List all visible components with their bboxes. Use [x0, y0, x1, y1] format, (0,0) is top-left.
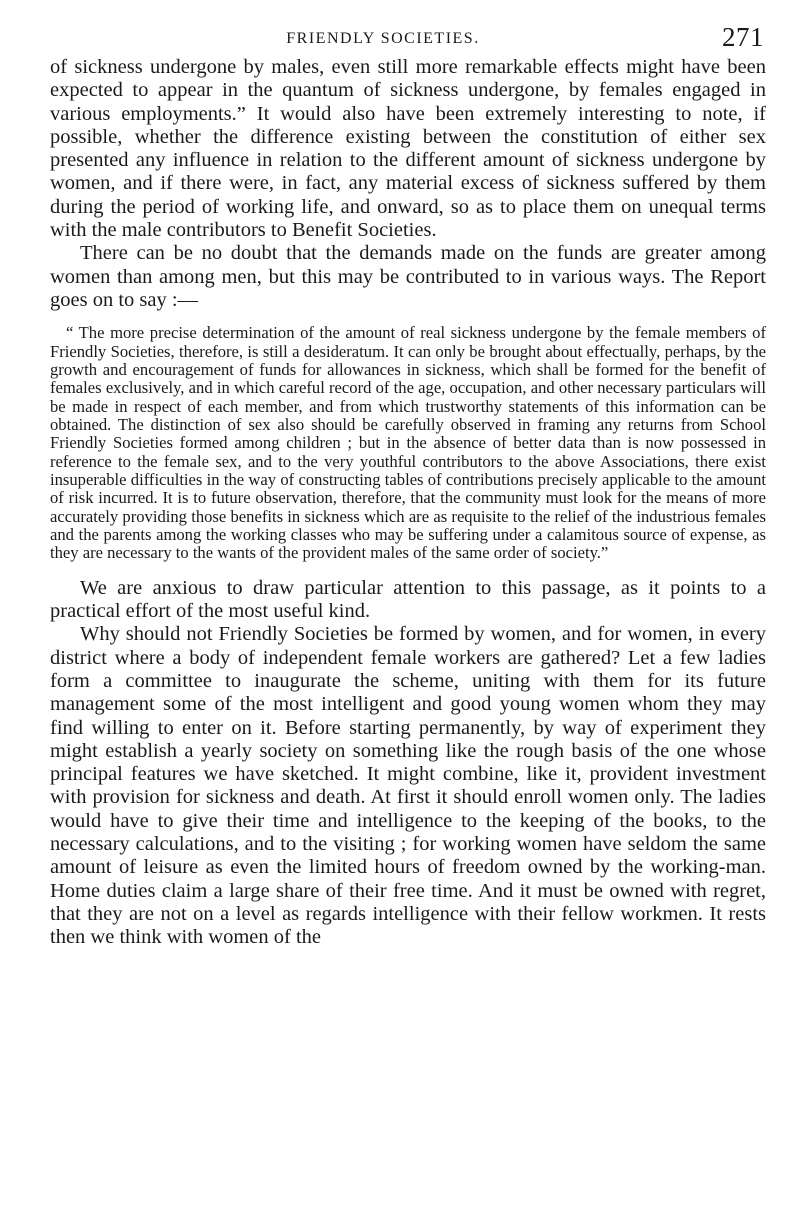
paragraph: We are anxious to draw particular attention to this passage, as it points to a practical effort of the most useful kind. [50, 576, 766, 623]
page-number: 271 [722, 22, 764, 52]
paragraph: There can be no doubt that the demands made on the funds are greater among women than among men, but this may be contributed to in various ways. The Report goes on to say :— [50, 242, 766, 311]
block-quotation: “ The more precise determination of the amount of real sickness undergone by the female members of Friendly Societies, therefore, is still a desideratum. It can only be brought about effectually, perhaps, by the growth and encouragement of funds for allowances in sickness, which shall be formed for the benefit of females exclusively, and in which careful record of the age, occupation, and other necessary particulars will be made in respect of each member, and from which trustworthy statements of this information can be obtained. The distinction of sex also should be carefully observed in framing any returns from School Friendly Societies formed among children ; but in the absence of better data than is now possessed in reference to the female sex, and to the very youthful contributors to the above Associations, there exist insuperable difficulties in the way of constructing tables of contributions precisely applicable to the amount of risk incurred. It is to future observation, therefore, that the community must look for the means of more accurately providing those benefits in sickness which are as requisite to the relief of the industrious females and the parents among the working classes who may be suffering under a calamitous source of expense, as they are necessary to the wants of the provident males of the same order of society.” [50, 323, 766, 563]
paragraph: of sickness undergone by males, even still more remarkable effects might have been expected to appear in the quantum of sickness undergone, by females engaged in various employments.” It would also have been extremely interesting to note, if possible, whether the difference existing between the constitution of either sex presented any influence in relation to the different amount of sickness undergone by women, and if there were, in fact, any material excess of sickness suffered by them during the period of working life, and onward, so as to place them on unequal terms with the male contributors to Benefit Societies. [50, 56, 766, 242]
body-text [50, 56, 766, 949]
running-title: FRIENDLY SOCIETIES. [286, 30, 480, 47]
running-head [50, 22, 766, 56]
book-page [50, 22, 766, 949]
paragraph: Why should not Friendly Societies be formed by women, and for women, in every district where a body of independent female workers are gathered? Let a few ladies form a committee to inaugurate the scheme, uniting with them for its future management some of the most intelligent and good young women whom they may find willing to enter on it. Before starting permanently, by way of experiment they might establish a yearly society on something like the rough basis of the one whose principal features we have sketched. It might combine, like it, provident investment with provision for sickness and death. At first it should enroll women only. The ladies would have to give their time and intelligence to the keeping of the books, to the necessary calculations, and to the visiting ; for working women have seldom the same amount of leisure as even the limited hours of freedom owned by the working-man. Home duties claim a large share of their free time. And it must be owned with regret, that they are not on a level as regards intelligence with their fellow workmen. It rests then we think with women of the [50, 623, 766, 949]
